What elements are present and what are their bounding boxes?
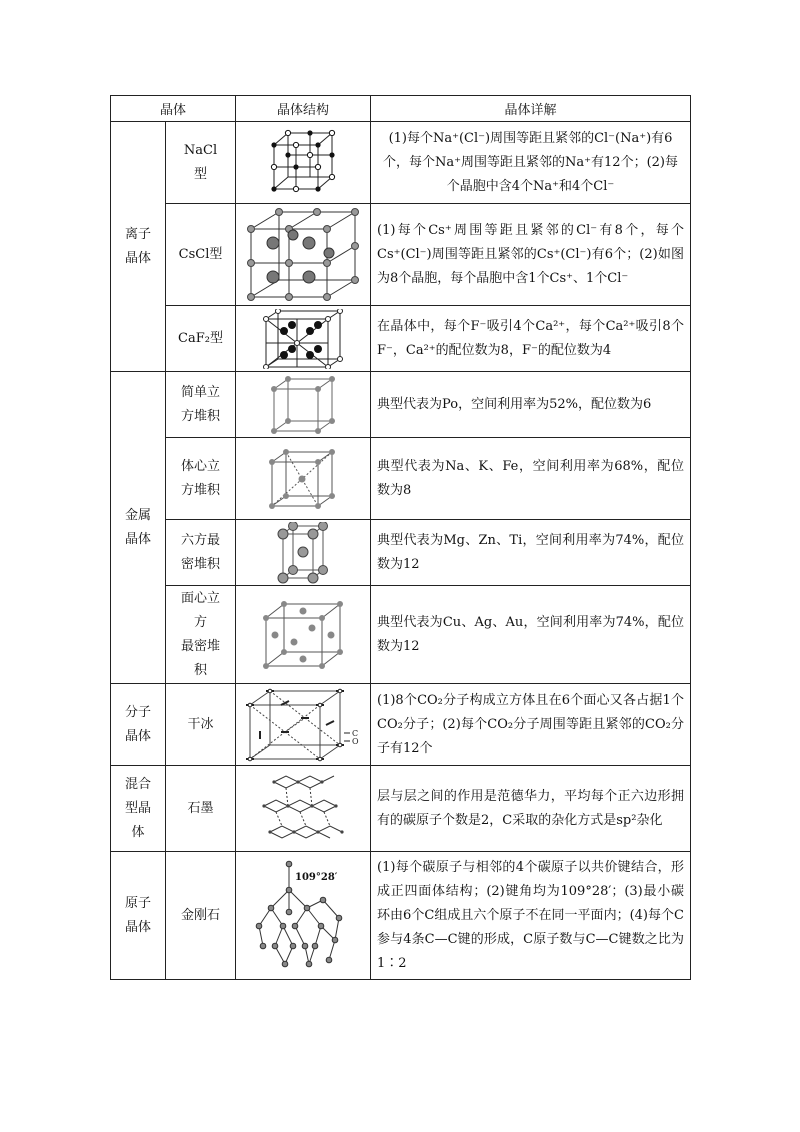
diamond-image [253,860,353,972]
desc-diamond: (1)每个碳原子与相邻的4个碳原子以共价键结合，形成正四面体结构；(2)键角均为109°28′；(3)最小碳环由6个C组成且六个原子不在同一平面内；(4)每个C参与4条C—C键的形成，C原子数与C—C键数之比为1∶2 [371,852,691,980]
type-nacl: NaCl 型 [166,122,236,204]
row-bcc [111,438,691,520]
desc-bcc: 典型代表为Na、K、Fe，空间利用率为68%，配位数为8 [371,438,691,520]
desc-simple-cubic: 典型代表为Po，空间利用率为52%，配位数为6 [371,372,691,438]
desc-graphite: 层与层之间的作用是范德华力，平均每个正六边形拥有的碳原子个数是2，C采取的杂化方式是sp²杂化 [371,766,691,852]
structure-nacl [236,122,371,204]
category-mixed: 混合型晶体 [111,766,166,852]
structure-diamond [236,852,371,980]
desc-dry-ice: (1)8个CO₂分子构成立方体且在6个面心又各占据1个CO₂分子；(2)每个CO₂分子周围等距且紧邻的CO₂分子有12个 [371,684,691,766]
row-simple-cubic [111,372,691,438]
header-detail: 晶体详解 [371,96,691,122]
type-graphite: 石墨 [166,766,236,852]
fcc-image [260,600,346,670]
legend-c: C [352,728,359,738]
header-crystal: 晶体 [111,96,236,122]
row-hcp [111,520,691,586]
structure-caf2 [236,306,371,372]
row-diamond [111,852,691,980]
desc-cscl: (1)每个Cs⁺周围等距且紧邻的Cl⁻有8个，每个Cs⁺(Cl⁻)周围等距且紧邻的Cs⁺(Cl⁻)有6个；(2)如图为8个晶胞，每个晶胞中含1个Cs⁺、1个Cl⁻ [371,204,691,306]
category-molecular: 分子晶体 [111,684,166,766]
type-fcc: 面心立 方 最密堆 积 [166,586,236,684]
dry-ice-image [244,687,362,763]
hcp-image [275,522,331,584]
structure-simple-cubic [236,372,371,438]
crystal-table [110,95,691,980]
desc-caf2: 在晶体中，每个F⁻吸引4个Ca²⁺，每个Ca²⁺吸引8个F⁻，Ca²⁺的配位数为8，F⁻的配位数为4 [371,306,691,372]
desc-hcp: 典型代表为Mg、Zn、Ti，空间利用率为74%，配位数为12 [371,520,691,586]
type-dry-ice: 干冰 [166,684,236,766]
row-cscl [111,204,691,306]
graphite-image [258,772,348,846]
row-fcc [111,586,691,684]
bcc-image [268,448,338,510]
bond-angle-label: 109°28′ [295,871,338,883]
type-cscl: CsCl型 [166,204,236,306]
legend-o: O [352,736,359,746]
structure-fcc [236,586,371,684]
row-dry-ice [111,684,691,766]
structure-dry-ice [236,684,371,766]
header-row [111,96,691,122]
type-bcc: 体心立 方堆积 [166,438,236,520]
type-simple-cubic: 简单立 方堆积 [166,372,236,438]
caf2-lattice-image [262,309,344,369]
structure-hcp [236,520,371,586]
category-metallic: 金属晶体 [111,372,166,684]
cscl-lattice-image [243,207,363,302]
type-hcp: 六方最 密堆积 [166,520,236,586]
structure-graphite [236,766,371,852]
type-diamond: 金刚石 [166,852,236,980]
structure-cscl [236,204,371,306]
nacl-lattice-image [268,127,338,199]
row-nacl [111,122,691,204]
structure-bcc [236,438,371,520]
category-ionic: 离子晶体 [111,122,166,372]
simple-cubic-image [270,375,336,435]
header-structure: 晶体结构 [236,96,371,122]
row-graphite [111,766,691,852]
desc-fcc: 典型代表为Cu、Ag、Au，空间利用率为74%，配位数为12 [371,586,691,684]
category-atomic: 原子晶体 [111,852,166,980]
desc-nacl: (1)每个Na⁺(Cl⁻)周围等距且紧邻的Cl⁻(Na⁺)有6个，每个Na⁺周围等距且紧邻的Na⁺有12个；(2)每个晶胞中含4个Na⁺和4个Cl⁻ [371,122,691,204]
row-caf2 [111,306,691,372]
type-caf2: CaF₂型 [166,306,236,372]
